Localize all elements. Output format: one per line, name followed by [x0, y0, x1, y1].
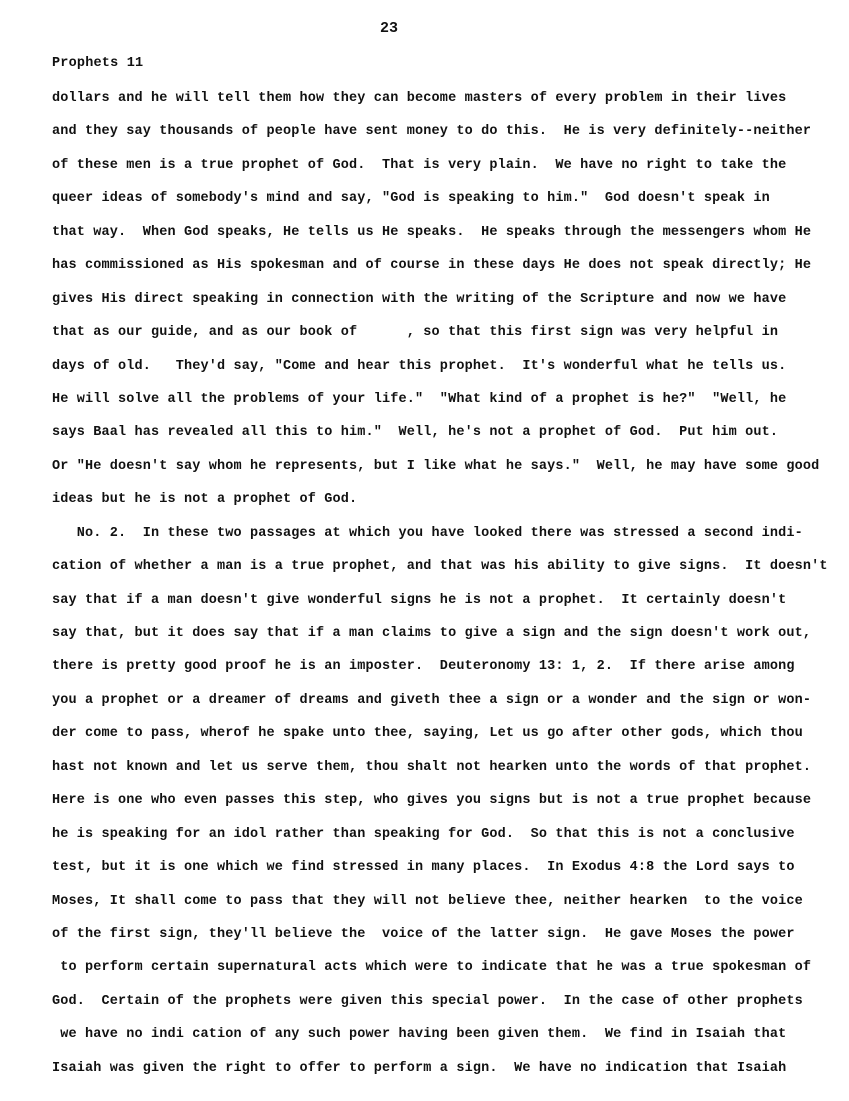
text-line: queer ideas of somebody's mind and say, "God is speaking to him." God doesn't speak in: [52, 191, 770, 207]
text-line: and they say thousands of people have sent money to do this. He is very definitely--neither: [52, 124, 812, 140]
text-line: cation of whether a man is a true prophet, and that was his ability to give signs. It doesn't: [52, 559, 828, 575]
text-line: Moses, It shall come to pass that they will not believe thee, neither hearken to the voice: [52, 893, 803, 909]
text-line: Here is one who even passes this step, who gives you signs but is not a true prophet because: [52, 793, 812, 809]
text-line: say that if a man doesn't give wonderful signs he is not a prophet. It certainly doesn't: [52, 592, 787, 608]
text-line: that as our guide, and as our book of , so that this first sign was very helpful in: [52, 325, 779, 341]
text-line: has commissioned as His spokesman and of course in these days He does not speak directly; He: [52, 258, 812, 274]
text-line: days of old. They'd say, "Come and hear this prophet. It's wonderful what he tells us.: [52, 358, 787, 374]
text-line: test, but it is one which we find stressed in many places. In Exodus 4:8 the Lord says to: [52, 860, 795, 876]
text-line: dollars and he will tell them how they can become masters of every problem in their lives: [52, 91, 787, 106]
text-line: No. 2. In these two passages at which you have looked there was stressed a second indi-: [52, 525, 803, 541]
text-line: ideas but he is not a prophet of God.: [52, 492, 358, 508]
text-line: hast not known and let us serve them, thou shalt not hearken unto the words of that prophet.: [52, 759, 812, 775]
text-line: der come to pass, wherof he spake unto thee, saying, Let us go after other gods, which thou: [52, 726, 803, 742]
text-line: there is pretty good proof he is an imposter. Deuteronomy 13: 1, 2. If there arise among: [52, 659, 795, 675]
text-line: we have no indi cation of any such power having been given them. We find in Isaiah that: [52, 1027, 787, 1043]
text-line: Or "He doesn't say whom he represents, but I like what he says." Well, he may have some good: [52, 458, 820, 474]
page-number: 23: [380, 20, 399, 37]
text-line: of these men is a true prophet of God. That is very plain. We have no right to take the: [52, 157, 787, 173]
text-line: to perform certain supernatural acts which were to indicate that he was a true spokesman of: [52, 960, 812, 976]
page-header: Prophets 11: [52, 56, 144, 71]
text-line: God. Certain of the prophets were given this special power. In the case of other prophets: [52, 993, 803, 1009]
text-line: gives His direct speaking in connection with the writing of the Scripture and now we have: [52, 291, 787, 307]
text-line: He will solve all the problems of your life." "What kind of a prophet is he?" "Well, he: [52, 391, 787, 407]
text-line: that way. When God speaks, He tells us He speaks. He speaks through the messengers whom He: [52, 224, 812, 240]
text-line: Isaiah was given the right to offer to perform a sign. We have no indication that Isaiah: [52, 1060, 787, 1076]
text-line: of the first sign, they'll believe the voice of the latter sign. He gave Moses the power: [52, 926, 795, 942]
text-line: says Baal has revealed all this to him." Well, he's not a prophet of God. Put him out.: [52, 425, 779, 441]
body-text: [52, 88, 832, 1091]
text-line: you a prophet or a dreamer of dreams and giveth thee a sign or a wonder and the sign or won-: [52, 692, 812, 708]
text-line: he is speaking for an idol rather than speaking for God. So that this is not a conclusive: [52, 826, 795, 842]
text-line: say that, but it does say that if a man claims to give a sign and the sign doesn't work out,: [52, 626, 812, 641]
